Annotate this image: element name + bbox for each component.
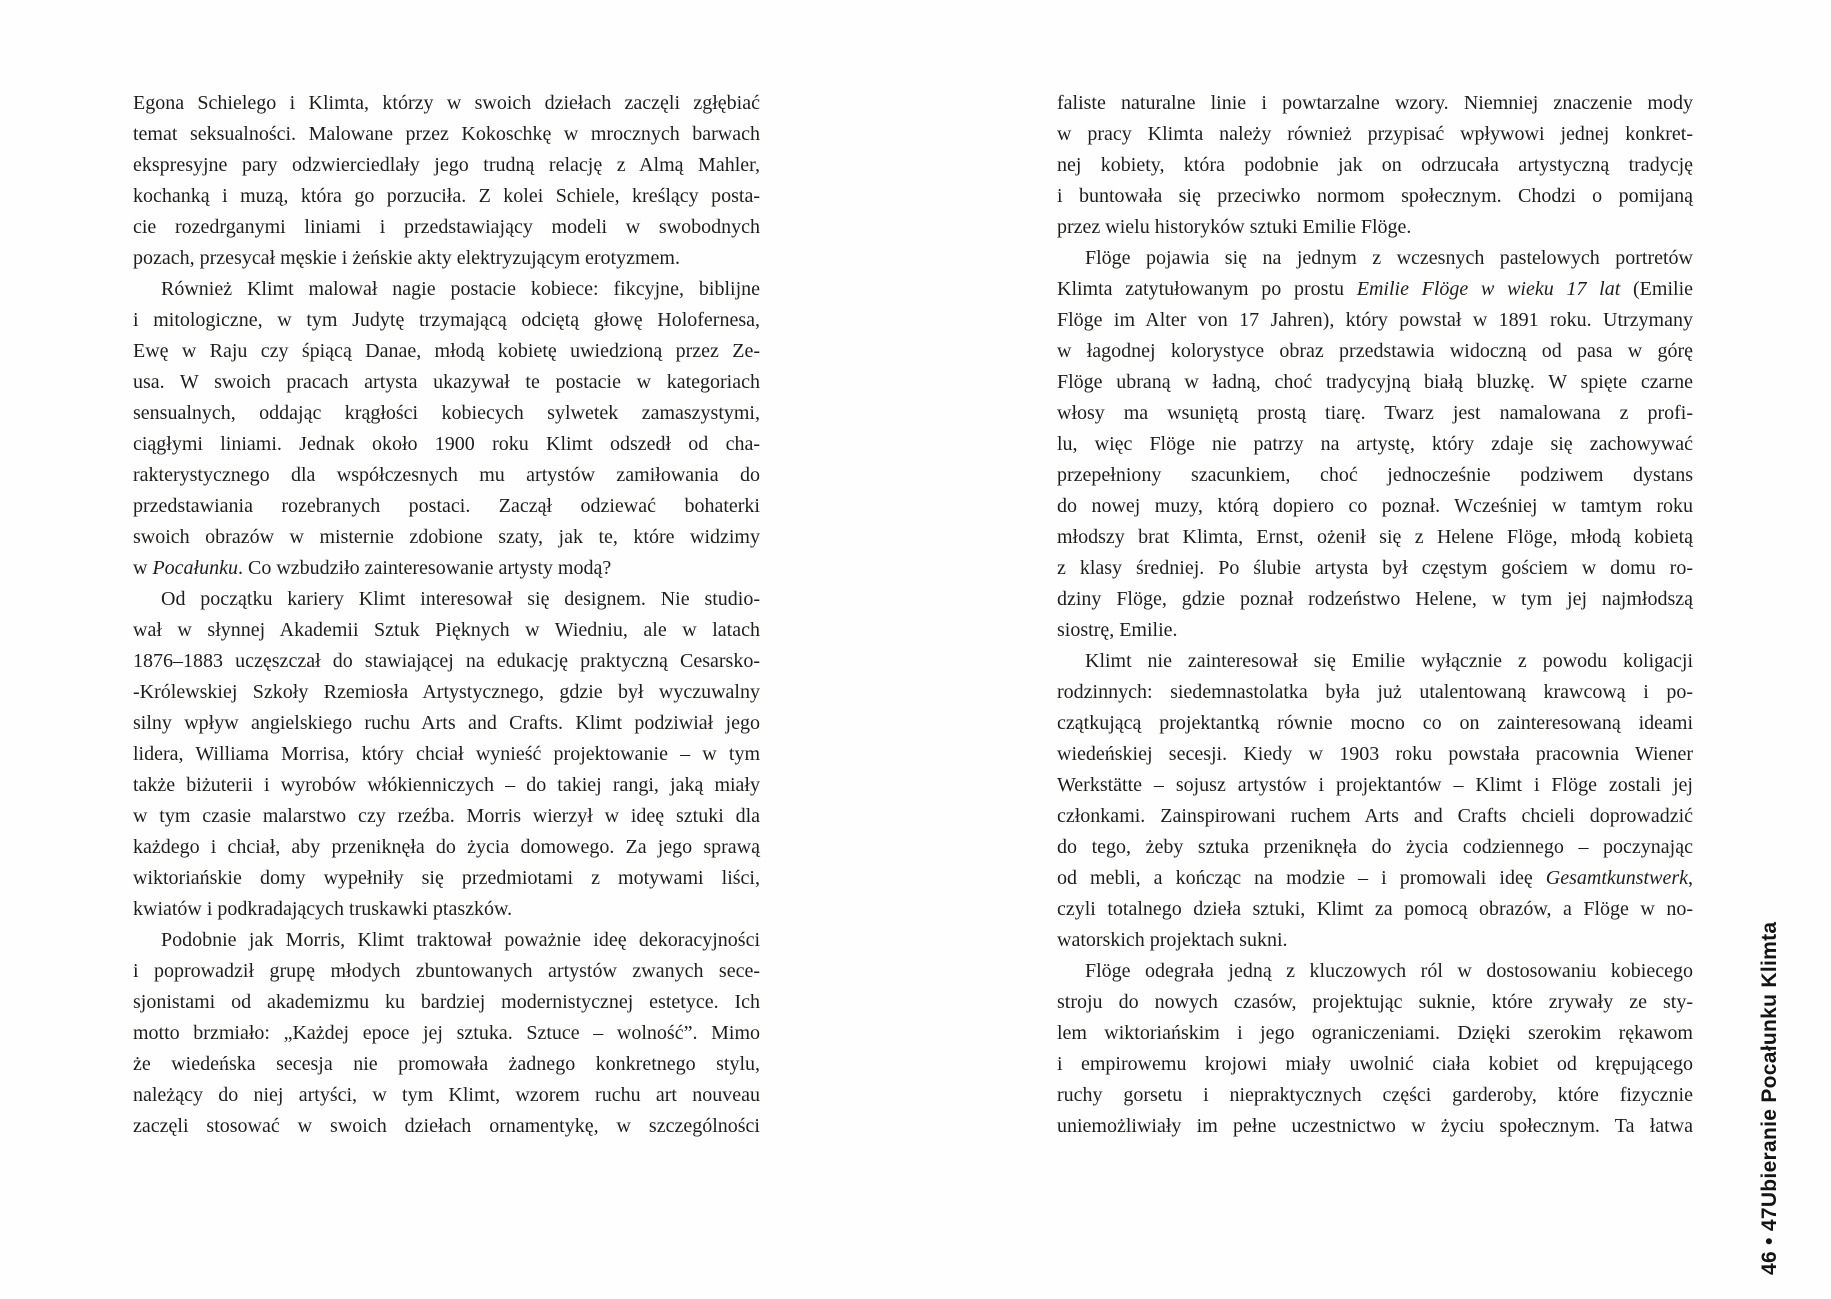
text-line: młodszy brat Klimta, Ernst, ożenił się z Helene Flöge, młodą kobietą [1057,526,1693,548]
text-line: sensualnych, oddając krągłości kobiecych sylwetek zamaszystymi, [133,402,760,424]
text-line: każdego i chciał, aby przeniknęła do życia domowego. Za jego sprawą [133,836,760,858]
text-line: i mitologiczne, w tym Judytę trzymającą odciętą głowę Holofernesa, [133,309,760,331]
text-line: przepełniony szacunkiem, choć jednocześnie podziwem dystans [1057,464,1693,486]
text-line: członkami. Zainspirowani ruchem Arts and Crafts chcieli doprowadzić [1057,805,1693,827]
text-line: wiedeńskiej secesji. Kiedy w 1903 roku powstała pracownia Wiener [1057,743,1693,765]
text-line: przez wielu historyków sztuki Emilie Flöge. [1057,216,1412,238]
text-line: że wiedeńska secesja nie promowała żadnego konkretnego stylu, [133,1053,760,1075]
text-line: silny wpływ angielskiego ruchu Arts and Crafts. Klimt podziwiał jego [133,712,760,734]
text-line: sjonistami od akademizmu ku bardziej modernistycznej estetyce. Ich [133,991,760,1013]
text-line: z klasy średniej. Po ślubie artysta był częstym gościem w domu ro- [1057,557,1693,579]
page-numbers: 46 • 47 [1758,1207,1781,1275]
text-line: Flöge odegrała jedną z kluczowych ról w dostosowaniu kobiecego [1085,960,1693,982]
text-line: uniemożliwiały im pełne uczestnictwo w życiu społecznym. Ta łatwa [1057,1115,1693,1137]
text-line: lem wiktoriańskim i jego ograniczeniami. Dzięki szerokim rękawom [1057,1022,1693,1044]
text-line: faliste naturalne linie i powtarzalne wzory. Niemniej znaczenie mody [1057,92,1693,114]
text-line: do tego, żeby sztuka przeniknęła do życia codziennego – poczynając [1057,836,1693,858]
text-line: od mebli, a kończąc na modzie – i promowali ideę Gesamtkunstwerk, [1057,867,1693,889]
text-line: włosy ma wsuniętą prostą tiarę. Twarz jest namalowana z profi- [1057,402,1693,424]
text-line: czyli totalnego dzieła sztuki, Klimt za pomocą obrazów, a Flöge w no- [1057,898,1693,920]
text-line: przedstawiania rozebranych postaci. Zaczął odziewać bohaterki [133,495,760,517]
text-line: -Królewskiej Szkoły Rzemiosła Artystycznego, gdzie był wyczuwalny [133,681,760,703]
text-line: w łagodnej kolorystyce obraz przedstawia widoczną od pasa w górę [1057,340,1693,362]
text-line: dziny Flöge, gdzie poznał rodzeństwo Helene, w tym jej najmłodszą [1057,588,1693,610]
text-line: w pracy Klimta należy również przypisać wpływowi jednej konkret- [1057,123,1693,145]
text-line: ekspresyjne pary odzwierciedlały jego trudną relację z Almą Mahler, [133,154,760,176]
text-line: swoich obrazów w misternie zdobione szaty, jak te, które widzimy [133,526,760,548]
text-line: należący do niej artyści, w tym Klimt, wzorem ruchu art nouveau [133,1084,760,1106]
text-line: cie rozedrganymi liniami i przedstawiający modeli w swobodnych [133,216,760,238]
text-line: pozach, przesycał męskie i żeńskie akty elektryzującym erotyzmem. [133,247,680,269]
text-line: Również Klimt malował nagie postacie kobiece: fikcyjne, biblijne [161,278,760,300]
text-line: Klimt nie zainteresował się Emilie wyłącznie z powodu koligacji [1085,650,1693,672]
text-line: Podobnie jak Morris, Klimt traktował poważnie ideę dekoracyjności [161,929,760,951]
text-line: w Pocałunku. Co wzbudziło zainteresowanie artysty modą? [133,557,612,579]
text-column-right [1057,88,1693,1142]
text-line: stroju do nowych czasów, projektując suknie, które zrywały ze sty- [1057,991,1693,1013]
text-line: ruchy gorsetu i niepraktycznych części garderoby, które fizycznie [1057,1084,1693,1106]
text-line: czątkującą projektantką równie mocno co on zainteresowaną ideami [1057,712,1693,734]
text-line: i poprowadził grupę młodych zbuntowanych artystów zwanych sece- [133,960,760,982]
text-line: siostrę, Emilie. [1057,619,1178,641]
text-line: zaczęli stosować w swoich dziełach ornamentykę, w szczególności [133,1115,760,1137]
text-line: Egona Schielego i Klimta, którzy w swoich dziełach zaczęli zgłębiać [133,92,760,114]
text-line: watorskich projektach sukni. [1057,929,1288,951]
text-line: Flöge ubraną w ładną, choć tradycyjną białą bluzkę. W spięte czarne [1057,371,1693,393]
text-line: Klimta zatytułowanym po prostu Emilie Flöge w wieku 17 lat (Emilie [1057,278,1693,300]
text-line: rakterystycznego dla współczesnych mu artystów zamiłowania do [133,464,760,486]
text-line: także biżuterii i wyrobów włókienniczych – do takiej rangi, jaką miały [133,774,760,796]
text-line: motto brzmiało: „Każdej epoce jej sztuka. Sztuce – wolność”. Mimo [133,1022,760,1044]
text-column-left [133,88,760,1142]
text-line: kwiatów i podkradających truskawki ptaszków. [133,898,513,920]
text-line: lidera, Williama Morrisa, który chciał wynieść projektowanie – w tym [133,743,760,765]
text-line: Od początku kariery Klimt interesował się designem. Nie studio- [161,588,760,610]
sidebar-vertical-title: Ubieranie Pocałunku Klimta [1758,921,1781,1208]
text-line: wał w słynnej Akademii Sztuk Pięknych w Wiedniu, ale w latach [133,619,760,641]
text-line: rodzinnych: siedemnastolatka była już utalentowaną krawcową i po- [1057,681,1693,703]
text-line: 1876–1883 uczęszczał do stawiającej na edukację praktyczną Cesarsko- [133,650,760,672]
text-line: i empirowemu krojowi miały uwolnić ciała kobiet od krępującego [1057,1053,1693,1075]
text-line: Flöge pojawia się na jednym z wczesnych pastelowych portretów [1085,247,1693,269]
text-line: kochanką i muzą, która go porzuciła. Z kolei Schiele, kreślący posta- [133,185,760,207]
text-line: ciągłymi liniami. Jednak około 1900 roku Klimt odszedł od cha- [133,433,760,455]
text-line: w tym czasie malarstwo czy rzeźba. Morris wierzył w ideę sztuki dla [133,805,760,827]
text-line: wiktoriańskie domy wypełniły się przedmiotami z motywami liści, [133,867,760,889]
text-line: i buntowała się przeciwko normom społecznym. Chodzi o pomijaną [1057,185,1693,207]
text-line: usa. W swoich pracach artysta ukazywał te postacie w kategoriach [133,371,760,393]
text-line: Werkstätte – sojusz artystów i projektantów – Klimt i Flöge zostali jej [1057,774,1693,796]
text-line: temat seksualności. Malowane przez Kokoschkę w mrocznych barwach [133,123,760,145]
text-line: lu, więc Flöge nie patrzy na artystę, który zdaje się zachowywać [1057,433,1693,455]
text-line: do nowej muzy, którą dopiero co poznał. Wcześniej w tamtym roku [1057,495,1693,517]
sidebar-vertical [1758,921,1782,1275]
text-line: Ewę w Raju czy śpiącą Danae, młodą kobietę uwiedzioną przez Ze- [133,340,760,362]
text-line: nej kobiety, która podobnie jak on odrzucała artystyczną tradycję [1057,154,1693,176]
text-line: Flöge im Alter von 17 Jahren), który powstał w 1891 roku. Utrzymany [1057,309,1693,331]
